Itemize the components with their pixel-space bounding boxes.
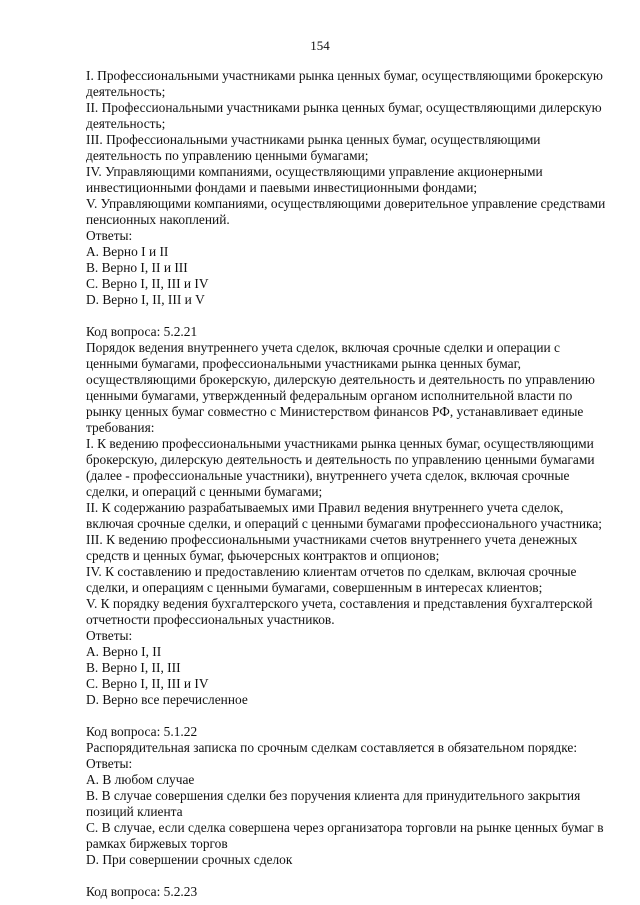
statement-iv: IV. К составлению и предоставлению клиентам отчетов по сделкам, включая срочные сделки, и операциям с ценными бумагами, совершенным в интересах клиентов; — [86, 564, 577, 595]
answers-label: Ответы: — [86, 628, 133, 643]
section-gap — [86, 708, 606, 724]
answer-c: C. В случае, если сделка совершена через организатора торговли на рынке ценных бумаг в рамках биржевых торгов — [86, 820, 604, 851]
answer-b: B. Верно I, II, III — [86, 660, 181, 675]
question-code-5-2-23: Код вопроса: 5.2.23 — [86, 884, 198, 899]
section-gap — [86, 308, 606, 324]
answer-b: B. В случае совершения сделки без поручения клиента для принудительного закрытия позиций клиента — [86, 788, 581, 819]
answer-a: A. Верно I и II — [86, 244, 169, 259]
answer-d: D. Верно все перечисленное — [86, 692, 248, 707]
question-text: Порядок ведения внутреннего учета сделок, включая срочные сделки и операции с ценными бумагами, профессиональными участниками рынка ценных бумаг, осуществляющими брокерскую, дилерскую деятельность и деятельность по управлению ценными бумагами, утвержденный федеральным органом исполнительной власти по рынку ценных бумаг совместно с Министерством финансов РФ, устанавливает единые требования: — [86, 340, 595, 435]
statement-iii: III. К ведению профессиональными участниками счетов внутреннего учета денежных средств и ценных бумаг, фьючерсных контрактов и опционов; — [86, 532, 578, 563]
answer-c: C. Верно I, II, III и IV — [86, 276, 209, 291]
statement-iv: IV. Управляющими компаниями, осуществляющими управление акционерными инвестиционными фондами и паевыми инвестиционными фондами; — [86, 164, 543, 195]
statement-ii: II. К содержанию разрабатываемых ими Правил ведения внутреннего учета сделок, включая срочные сделки, и операций с ценными бумагами профессионального участника; — [86, 500, 603, 531]
statement-iii: III. Профессиональными участниками рынка ценных бумаг, осуществляющими деятельность по управлению ценными бумагами; — [86, 132, 541, 163]
page-content — [86, 68, 606, 900]
page-number: 154 — [310, 38, 330, 53]
statement-i: I. Профессиональными участниками рынка ценных бумаг, осуществляющими брокерскую деятельность; — [86, 68, 603, 99]
statement-i: I. К ведению профессиональными участниками рынка ценных бумаг, осуществляющими брокерскую, дилерскую деятельность и деятельность по управлению ценными бумагами (далее - профессиональные участники), внутреннего учета сделок, включая срочные сделки, и операций с ценными бумагами; — [86, 436, 595, 499]
section-gap — [86, 868, 606, 884]
answer-a: A. Верно I, II — [86, 644, 162, 659]
answers-label: Ответы: — [86, 228, 133, 243]
question-code-5-1-22: Код вопроса: 5.1.22 — [86, 724, 198, 739]
answer-d: D. При совершении срочных сделок — [86, 852, 293, 867]
statement-ii: II. Профессиональными участниками рынка ценных бумаг, осуществляющими дилерскую деятельность; — [86, 100, 602, 131]
statement-v: V. Управляющими компаниями, осуществляющими доверительное управление средствами пенсионных накоплений. — [86, 196, 606, 227]
answer-d: D. Верно I, II, III и V — [86, 292, 205, 307]
question-text: Распорядительная записка по срочным сделкам составляется в обязательном порядке: — [86, 740, 578, 755]
answers-label: Ответы: — [86, 756, 133, 771]
answer-b: B. Верно I, II и III — [86, 260, 188, 275]
answer-c: C. Верно I, II, III и IV — [86, 676, 209, 691]
statement-v: V. К порядку ведения бухгалтерского учета, составления и представления бухгалтерской отчетности профессиональных участников. — [86, 596, 593, 627]
question-code-5-2-21: Код вопроса: 5.2.21 — [86, 324, 198, 339]
answer-a: A. В любом случае — [86, 772, 195, 787]
